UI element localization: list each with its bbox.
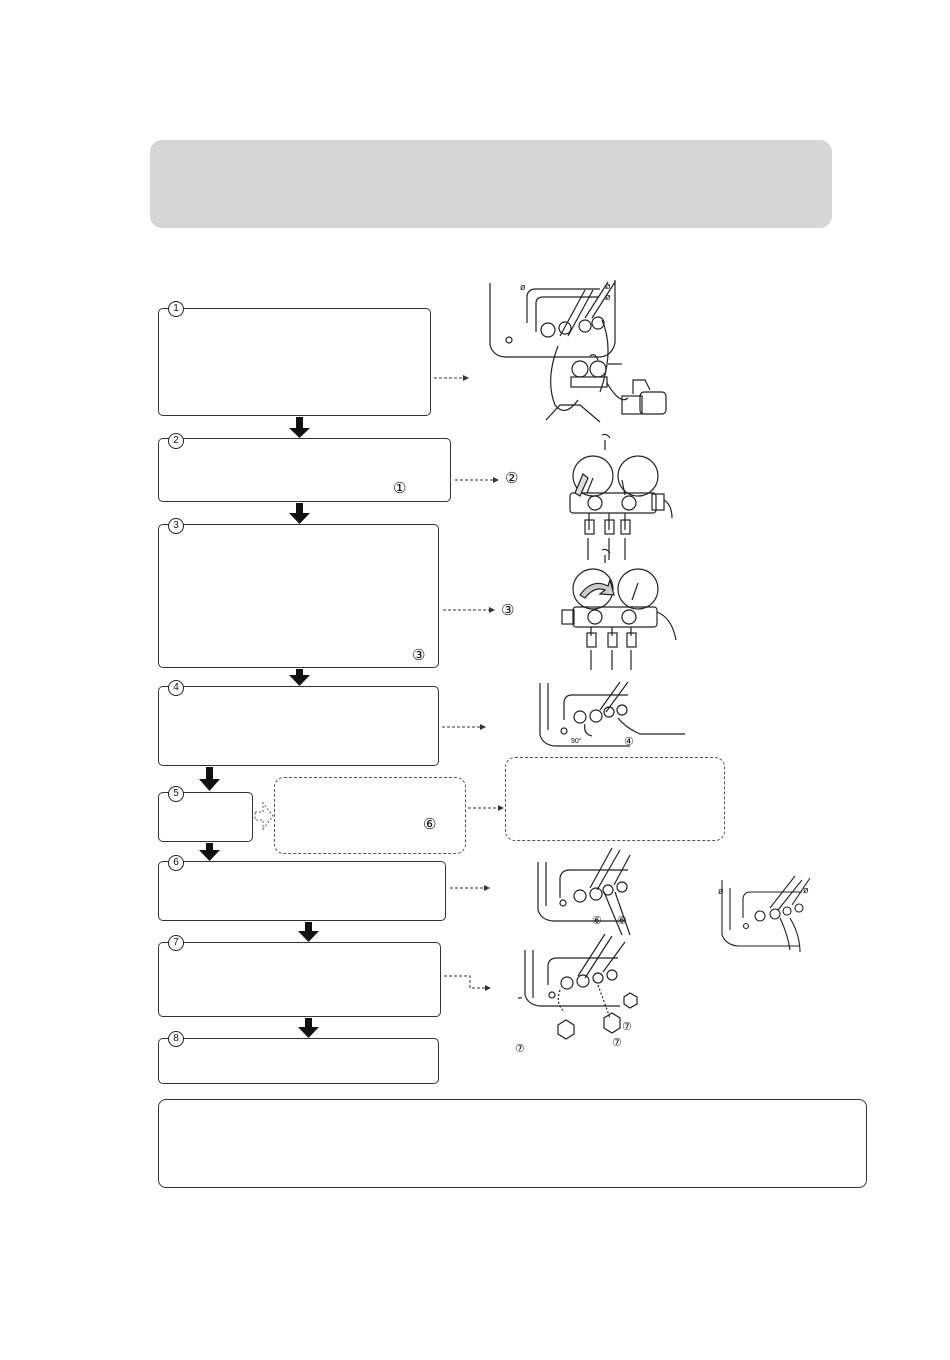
flow-arrows (199, 417, 319, 1038)
diameter-symbol-2: ø (605, 281, 611, 291)
hollow-arrow (255, 803, 273, 829)
gauge-open-ref: ② (505, 470, 519, 487)
arrow-1-2 (289, 417, 310, 438)
figure-vacuum-setup (490, 280, 666, 422)
step-8-number: 8 (168, 1031, 184, 1047)
step-7-number: 7 (168, 935, 184, 951)
step-2-ref: ① (393, 480, 407, 497)
step-5-side-ref: ⑥ (423, 816, 437, 833)
step-6-number: 6 (168, 855, 184, 871)
diameter-symbol-3: ø (605, 292, 611, 302)
arrow-4-5 (199, 767, 220, 791)
step-2-number: 2 (168, 433, 184, 449)
cap-ref-2: ⑦ (612, 1037, 622, 1049)
cap-ref-3: ⑦ (515, 1043, 525, 1055)
figure-valve-open-b (722, 876, 810, 952)
figure-valve-turn (540, 682, 685, 746)
valve-left-ref: ⑥ (592, 915, 602, 927)
figure-gauge-closed (562, 549, 676, 670)
arrow-5-6 (199, 843, 220, 861)
gauge-closed-ref: ③ (501, 602, 515, 619)
diameter-symbol-4: ø (803, 885, 809, 895)
step-4-number: 4 (168, 680, 184, 696)
valve-quarter-ref: ④ (624, 736, 634, 748)
step-3-number: 3 (168, 518, 184, 534)
figure-caps (518, 934, 637, 1039)
arrow-3-4 (289, 669, 310, 686)
cap-ref-1: ⑦ (622, 1021, 632, 1033)
diameter-symbol-5: ø (718, 886, 724, 896)
arrow-6-7 (298, 922, 319, 942)
step-5-number: 5 (168, 786, 184, 802)
step-1-number: 1 (168, 301, 184, 317)
arrow-7-8 (298, 1018, 319, 1038)
step-3-ref: ③ (412, 647, 426, 664)
arrow-2-3 (289, 503, 310, 524)
dashed-arrows (434, 378, 503, 988)
figure-gauge-open (570, 434, 672, 560)
valve-right-ref: ⑥ (617, 915, 627, 927)
figure-valve-open-a (538, 848, 630, 935)
angle-label: 90° (571, 738, 582, 745)
diameter-symbol-1: ø (520, 282, 526, 292)
